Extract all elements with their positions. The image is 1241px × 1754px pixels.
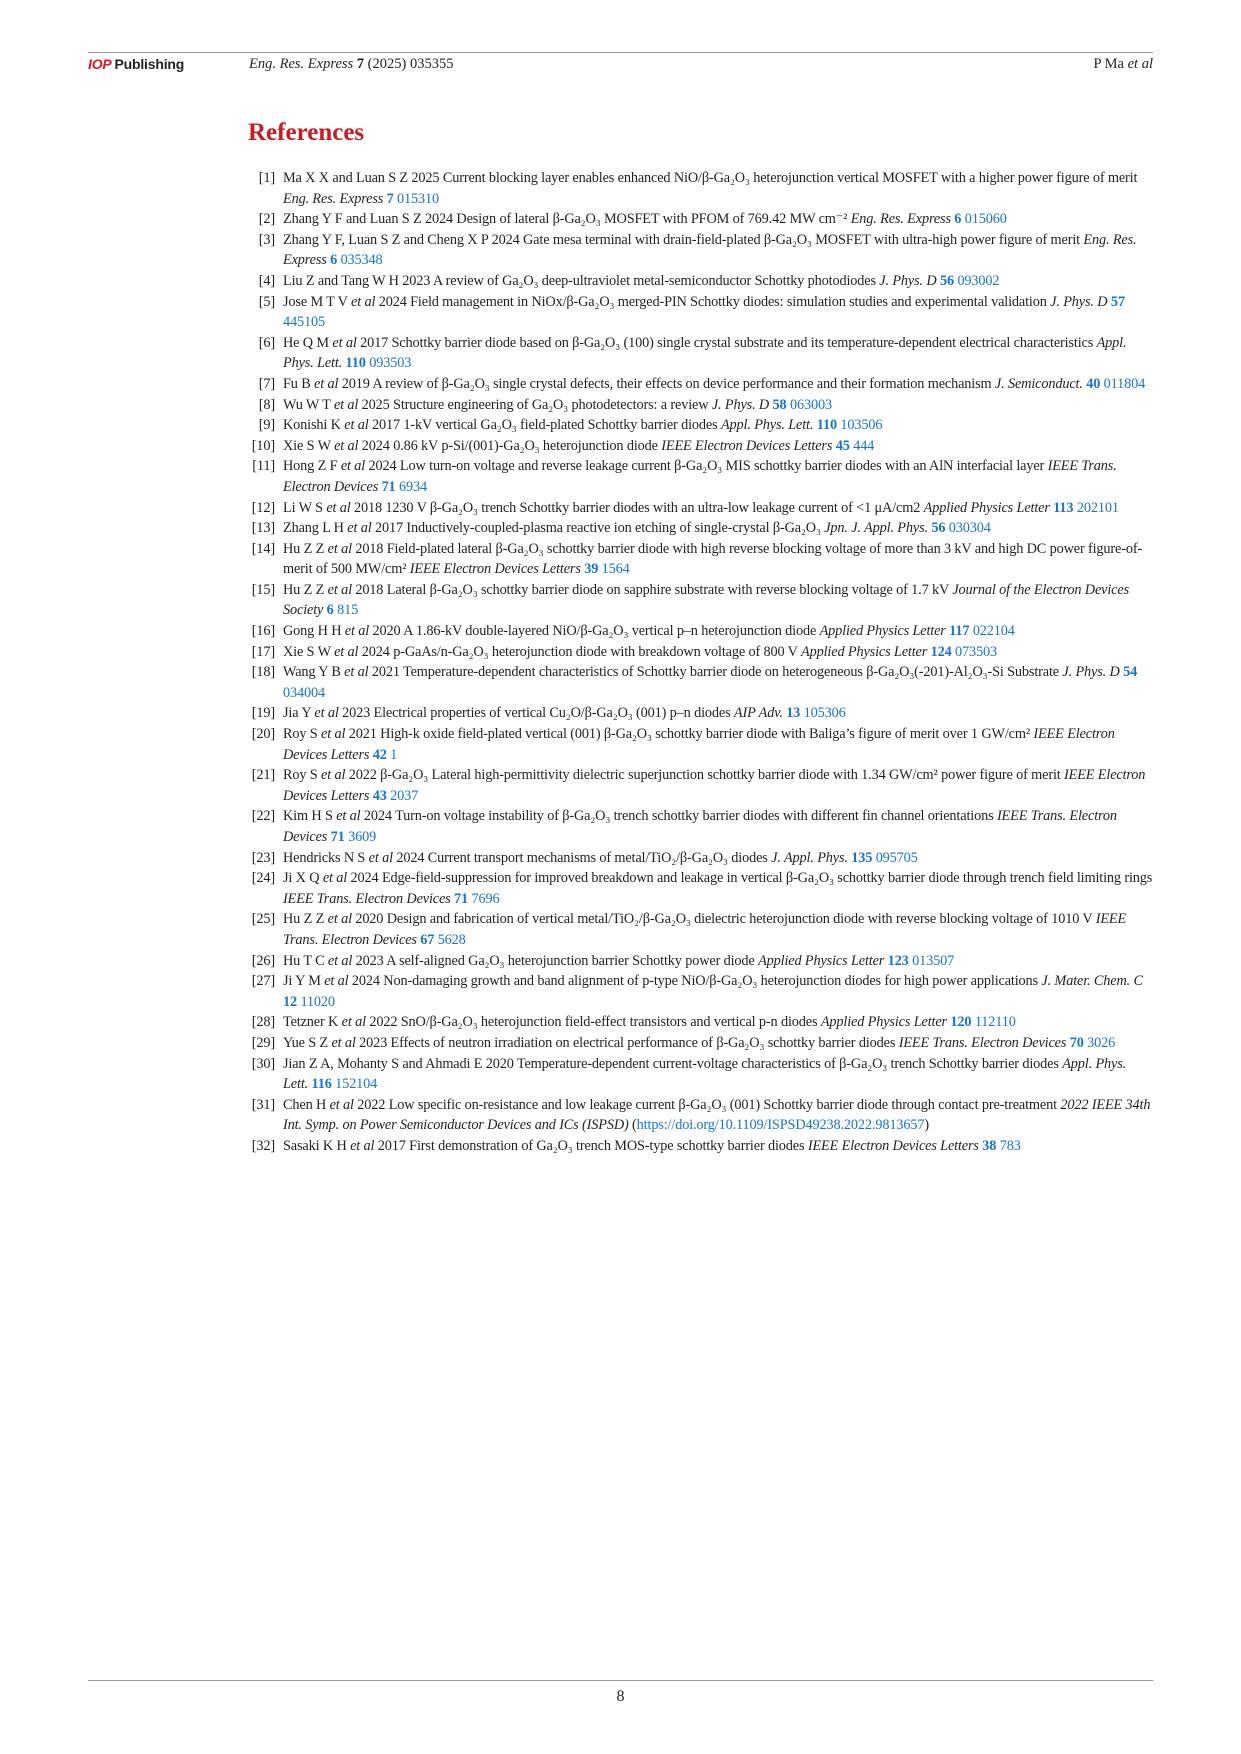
running-header bbox=[88, 56, 1153, 76]
publisher-logo-mark: IOP bbox=[88, 56, 112, 72]
reference-item bbox=[248, 703, 1153, 724]
reference-year-title: 2018 Field-plated lateral β-Ga₂O₃ schottky barrier diode with high reverse blocking voltage of more than 3 kV and high DC power figure-of-merit of 500 MW/cm² bbox=[283, 540, 1143, 578]
reference-volume-link[interactable]: 43 bbox=[372, 787, 387, 804]
reference-etal: et al bbox=[333, 396, 359, 413]
publisher-logo bbox=[88, 56, 184, 72]
reference-page-link[interactable]: 093503 bbox=[369, 355, 412, 372]
reference-volume-link[interactable]: 40 bbox=[1086, 375, 1101, 392]
reference-source: IEEE Trans. Electron Devices bbox=[898, 1034, 1067, 1051]
reference-page-link[interactable]: 022104 bbox=[972, 623, 1015, 640]
reference-text bbox=[283, 868, 1153, 909]
reference-number: [31] bbox=[251, 1096, 275, 1113]
reference-source: Applied Physics Letter bbox=[923, 499, 1050, 516]
reference-number: [27] bbox=[251, 973, 275, 990]
reference-volume-link[interactable]: 123 bbox=[887, 952, 909, 969]
reference-etal: et al bbox=[344, 417, 369, 434]
reference-authors-title: Fu B bbox=[283, 375, 315, 392]
reference-item bbox=[248, 1095, 1153, 1136]
reference-page-link[interactable]: 444 bbox=[853, 437, 875, 454]
reference-text bbox=[283, 642, 1153, 663]
reference-number: [10] bbox=[251, 437, 275, 454]
reference-authors-title: Li W S bbox=[283, 499, 327, 516]
reference-page-link[interactable]: 202101 bbox=[1076, 499, 1119, 516]
reference-authors-title: He Q M bbox=[283, 334, 333, 351]
reference-number: [30] bbox=[251, 1055, 275, 1072]
reference-volume-link[interactable]: 42 bbox=[372, 746, 387, 763]
reference-source: IEEE Electron Devices Letters bbox=[283, 726, 1115, 763]
reference-authors-title: Zhang Y F and Luan S Z 2024 Design of lateral β-Ga₂O₃ MOSFET with PFOM of 769.42 MW cm⁻² bbox=[283, 211, 851, 228]
reference-text bbox=[283, 1054, 1153, 1095]
reference-page-link[interactable]: 015060 bbox=[964, 211, 1007, 228]
reference-etal: et al bbox=[327, 952, 353, 969]
reference-year-title: 2024 p-GaAs/n-Ga₂O₃ heterojunction diode with breakdown voltage of 800 V bbox=[358, 643, 802, 660]
reference-number: [2] bbox=[258, 211, 275, 228]
reference-text bbox=[283, 703, 1153, 724]
reference-volume-link[interactable]: 38 bbox=[982, 1137, 997, 1154]
reference-source: AIP Adv. bbox=[733, 705, 783, 722]
reference-year-title: 2025 Structure engineering of Ga₂O₃ photodetectors: a review bbox=[358, 396, 712, 413]
reference-number: [4] bbox=[258, 272, 275, 289]
reference-item bbox=[248, 456, 1153, 497]
reference-source: Eng. Res. Express bbox=[283, 190, 384, 207]
reference-item bbox=[248, 230, 1153, 271]
reference-source: IEEE Electron Devices Letters bbox=[409, 561, 581, 578]
reference-number: [20] bbox=[251, 726, 275, 743]
reference-etal: et al bbox=[329, 1096, 354, 1113]
reference-year-title: 2018 1230 V β-Ga₂O₃ trench Schottky barrier diodes with an ultra-low leakage current of <1 μA/cm2 bbox=[350, 499, 924, 516]
reference-text bbox=[283, 662, 1153, 703]
reference-volume-link[interactable]: 71 bbox=[381, 478, 396, 495]
reference-volume-link[interactable]: 13 bbox=[786, 705, 801, 722]
reference-item bbox=[248, 806, 1153, 847]
reference-authors-title: Hu Z Z bbox=[283, 581, 328, 598]
reference-year-title: 2024 0.86 kV p-Si/(001)-Ga₂O₃ heterojunction diode bbox=[358, 437, 662, 454]
reference-source: Applied Physics Letter bbox=[758, 952, 885, 969]
reference-volume-link[interactable]: 117 bbox=[949, 623, 970, 640]
reference-text bbox=[283, 724, 1153, 765]
reference-authors-title: Zhang Y F, Luan S Z and Cheng X P 2024 Gate mesa terminal with drain-field-plated β-Ga₂O₃ MOSFET with ultra-high power figure of merit bbox=[283, 231, 1084, 248]
reference-text bbox=[283, 1033, 1153, 1054]
reference-source: Appl. Phys. Lett. bbox=[283, 1055, 1127, 1093]
reference-year-title: 2017 First demonstration of Ga₂O₃ trench MOS-type schottky barrier diodes bbox=[374, 1137, 808, 1154]
header-rule bbox=[88, 52, 1153, 53]
reference-etal: et al bbox=[334, 437, 359, 454]
reference-page-link[interactable]: 445105 bbox=[283, 314, 325, 331]
journal-volume: 7 bbox=[356, 56, 365, 72]
reference-source: IEEE Electron Devices Letters bbox=[283, 767, 1146, 804]
reference-number: [16] bbox=[251, 623, 275, 640]
reference-volume-link[interactable]: 58 bbox=[772, 396, 787, 413]
reference-volume-link[interactable]: 54 bbox=[1123, 664, 1138, 681]
reference-year-title: 2018 Lateral β-Ga₂O₃ schottky barrier diode on sapphire substrate with reverse blocking voltage of 1.7 kV bbox=[351, 581, 953, 598]
reference-etal: et al bbox=[324, 973, 349, 990]
reference-text bbox=[283, 271, 1153, 292]
reference-item bbox=[248, 765, 1153, 806]
reference-authors-title: Xie S W bbox=[283, 643, 335, 660]
reference-text bbox=[283, 580, 1153, 621]
footer-rule bbox=[88, 1680, 1153, 1681]
reference-page-link[interactable]: 112110 bbox=[974, 1014, 1016, 1031]
reference-year-title: 2024 Low turn-on voltage and reverse leakage current β-Ga₂O₃ MIS schottky barrier diodes with an AlN interfacial layer bbox=[365, 458, 1048, 475]
reference-page-link[interactable]: 093002 bbox=[957, 272, 1000, 289]
reference-text bbox=[283, 395, 1153, 416]
journal-title: Eng. Res. Express bbox=[249, 56, 354, 72]
reference-etal: et al bbox=[327, 540, 352, 557]
reference-item bbox=[248, 951, 1153, 972]
reference-item bbox=[248, 971, 1153, 1012]
reference-volume-link[interactable]: 45 bbox=[835, 437, 850, 454]
reference-number: [5] bbox=[258, 293, 275, 310]
reference-authors-title: Hu T C bbox=[283, 952, 328, 969]
reference-page-link[interactable]: 030304 bbox=[948, 520, 991, 537]
reference-number: [23] bbox=[251, 849, 275, 866]
reference-year-title: 2019 A review of β-Ga₂O₃ single crystal defects, their effects on device performance and their formation mechanism bbox=[338, 375, 995, 392]
reference-page-link[interactable]: 7696 bbox=[471, 890, 500, 907]
reference-year-title: 2024 Non-damaging growth and band alignment of p-type NiO/β-Ga₂O₃ heterojunction diodes for high power applications bbox=[348, 973, 1042, 990]
reference-text bbox=[283, 209, 1153, 230]
reference-year-title: 2024 Field management in NiOx/β-Ga₂O₃ merged-PIN Schottky diodes: simulation studies and experimental validation bbox=[375, 293, 1051, 310]
reference-volume-link[interactable]: 39 bbox=[584, 561, 599, 578]
reference-etal: et al bbox=[350, 1137, 375, 1154]
reference-source: Appl. Phys. Lett. bbox=[720, 417, 814, 434]
reference-source: J. Mater. Chem. C bbox=[1041, 973, 1143, 990]
reference-etal: et al bbox=[347, 520, 372, 537]
reference-volume-link[interactable]: 6 bbox=[326, 602, 334, 619]
reference-volume-link[interactable]: 120 bbox=[950, 1014, 972, 1031]
reference-page-link[interactable]: 105306 bbox=[803, 705, 846, 722]
reference-volume-link[interactable]: 12 bbox=[283, 993, 297, 1010]
reference-source: J. Phys. D bbox=[711, 396, 770, 413]
reference-authors-title: Liu Z and Tang W H 2023 A review of Ga₂O₃ deep-ultraviolet metal-semiconductor Schottky photodiodes bbox=[283, 272, 880, 289]
reference-item bbox=[248, 374, 1153, 395]
reference-item bbox=[248, 580, 1153, 621]
reference-authors-title: Sasaki K H bbox=[283, 1137, 351, 1154]
journal-citation bbox=[249, 56, 453, 73]
reference-source: IEEE Trans. Electron Devices bbox=[283, 890, 451, 907]
reference-page-link[interactable]: 1564 bbox=[601, 561, 630, 578]
reference-authors-title: Roy S bbox=[283, 726, 322, 743]
reference-number: [26] bbox=[251, 952, 275, 969]
reference-authors-title: Kim H S bbox=[283, 808, 337, 825]
reference-text bbox=[283, 765, 1153, 806]
reference-page-link[interactable]: 095705 bbox=[875, 849, 918, 866]
reference-authors-title: Ji Y M bbox=[283, 973, 325, 990]
reference-source: J. Phys. D bbox=[879, 272, 937, 289]
reference-authors-title: Hong Z F bbox=[283, 458, 341, 475]
reference-text bbox=[283, 909, 1153, 950]
reference-volume-link[interactable]: 135 bbox=[851, 849, 873, 866]
reference-number: [6] bbox=[258, 334, 275, 351]
running-authors bbox=[1094, 56, 1153, 73]
reference-volume-link[interactable]: 113 bbox=[1053, 499, 1074, 516]
reference-page-link[interactable]: 1 bbox=[390, 746, 398, 763]
reference-source: Applied Physics Letter bbox=[801, 643, 928, 660]
reference-volume-link[interactable]: 110 bbox=[816, 417, 837, 434]
reference-year-title: 2021 High-k oxide field-plated vertical (001) β-Ga₂O₃ schottky barrier diode with Baliga’s figure of merit over 1 GW/cm² bbox=[345, 726, 1034, 743]
reference-year-title: 2022 Low specific on-resistance and low leakage current β-Ga₂O₃ (001) Schottky barrier diode through contact pre-treatment bbox=[353, 1096, 1061, 1113]
reference-number: [15] bbox=[251, 581, 275, 598]
reference-source: 2022 IEEE 34th Int. Symp. on Power Semiconductor Devices and ICs (ISPSD) bbox=[283, 1096, 1151, 1134]
reference-item bbox=[248, 518, 1153, 539]
reference-authors-title: Hu Z Z bbox=[283, 911, 328, 928]
reference-etal: et al bbox=[332, 334, 357, 351]
reference-page-link[interactable]: 6934 bbox=[399, 478, 427, 495]
reference-text bbox=[283, 456, 1153, 497]
reference-volume-link[interactable]: 56 bbox=[931, 520, 946, 537]
reference-number: [1] bbox=[258, 170, 275, 186]
reference-number: [18] bbox=[251, 664, 275, 681]
reference-year-title: 2020 Design and fabrication of vertical metal/TiO₂/β-Ga₂O₃ dielectric heterojunction diode with reverse blocking voltage of 1010 V bbox=[351, 911, 1096, 928]
reference-text bbox=[283, 1012, 1153, 1033]
reference-authors-title: Wang Y B bbox=[283, 664, 345, 681]
reference-etal: et al bbox=[334, 643, 359, 660]
reference-etal: et al bbox=[321, 767, 346, 784]
reference-authors-title: Tetzner K bbox=[283, 1014, 342, 1031]
reference-year-title: 2024 Turn-on voltage instability of β-Ga₂O₃ trench schottky barrier diodes with different fin channel orientations bbox=[360, 808, 997, 825]
reference-authors-title: Zhang L H bbox=[283, 520, 348, 537]
reference-volume-link[interactable]: 110 bbox=[345, 355, 366, 372]
reference-year-title: 2024 Edge-field-suppression for improved breakdown and leakage in vertical β-Ga₂O₃ schottky barrier diode through trench field limiting rings bbox=[347, 870, 1153, 887]
reference-page-link[interactable]: 783 bbox=[999, 1137, 1021, 1154]
reference-item bbox=[248, 848, 1153, 869]
reference-source: IEEE Trans. Electron Devices bbox=[283, 458, 1117, 495]
reference-list bbox=[248, 168, 1153, 1157]
reference-authors-title: Hu Z Z bbox=[283, 540, 328, 557]
reference-number: [28] bbox=[251, 1014, 275, 1031]
reference-page-link[interactable]: 152104 bbox=[335, 1076, 378, 1093]
reference-page-link[interactable]: 11020 bbox=[300, 993, 335, 1010]
reference-authors-title: Wu W T bbox=[283, 396, 334, 413]
reference-source: Jpn. J. Appl. Phys. bbox=[824, 520, 928, 537]
reference-year-title: 2024 Current transport mechanisms of metal/TiO₂/β-Ga₂O₃ diodes bbox=[392, 849, 772, 866]
reference-authors-title: Konishi K bbox=[283, 417, 345, 434]
reference-text bbox=[283, 292, 1153, 333]
reference-item bbox=[248, 1136, 1153, 1157]
reference-volume-link[interactable]: 6 bbox=[330, 252, 338, 269]
reference-etal: et al bbox=[326, 499, 351, 516]
reference-page-link[interactable]: 035348 bbox=[340, 252, 383, 269]
reference-text: Chen H et al 2022 Low specific on-resistance and low leakage current β-Ga₂O₃ (001) Schottky barrier diode through contact pre-treatment 2022 IEEE 34th Int. Symp. on Power Semiconductor Devices and ICs (ISPSD) (https://doi.org/10.1109/ISPSD49238.2022.9813657) bbox=[283, 1096, 1151, 1134]
reference-item bbox=[248, 415, 1153, 436]
journal-issue: (2025) 035355 bbox=[367, 56, 454, 72]
reference-page-link[interactable]: 2037 bbox=[390, 787, 419, 804]
reference-number: [3] bbox=[258, 231, 275, 248]
reference-etal: et al bbox=[344, 623, 370, 640]
reference-page-link[interactable]: 3609 bbox=[348, 829, 377, 845]
reference-source: IEEE Trans. Electron Devices bbox=[283, 911, 1127, 948]
reference-etal: et al bbox=[322, 870, 348, 887]
reference-authors-title: Roy S bbox=[283, 767, 322, 784]
reference-source: IEEE Trans. Electron Devices bbox=[283, 808, 1117, 845]
reference-authors-title: Jia Y bbox=[283, 705, 315, 722]
reference-text bbox=[283, 539, 1153, 580]
reference-page-link[interactable]: 3026 bbox=[1087, 1034, 1116, 1051]
reference-item bbox=[248, 292, 1153, 333]
reference-number: [14] bbox=[251, 540, 275, 557]
reference-item bbox=[248, 271, 1153, 292]
publisher-logo-text: Publishing bbox=[114, 56, 185, 72]
reference-number: [13] bbox=[251, 520, 275, 537]
reference-etal: et al bbox=[321, 726, 346, 743]
reference-volume-link[interactable]: 70 bbox=[1069, 1034, 1084, 1051]
reference-item bbox=[248, 621, 1153, 642]
reference-item bbox=[248, 662, 1153, 703]
reference-year-title: 2017 1-kV vertical Ga₂O₃ field-plated Schottky barrier diodes bbox=[368, 417, 721, 434]
reference-item bbox=[248, 539, 1153, 580]
reference-page-link[interactable]: 103506 bbox=[840, 417, 883, 434]
reference-source: J. Semiconduct. bbox=[994, 375, 1083, 392]
reference-item bbox=[248, 498, 1153, 519]
reference-number: [24] bbox=[251, 870, 275, 887]
reference-authors-title: Chen H bbox=[283, 1096, 330, 1113]
reference-text bbox=[283, 374, 1153, 395]
reference-number: [25] bbox=[251, 911, 275, 928]
reference-text bbox=[283, 168, 1153, 209]
reference-etal: et al bbox=[314, 705, 339, 722]
reference-number: [9] bbox=[258, 417, 275, 434]
reference-etal: et al bbox=[314, 375, 339, 392]
reference-source: Applied Physics Letter bbox=[819, 623, 946, 640]
reference-source: Journal of the Electron Devices Society bbox=[283, 581, 1129, 619]
reference-page-link[interactable]: 013507 bbox=[912, 952, 955, 969]
reference-number: [29] bbox=[251, 1034, 275, 1051]
reference-authors-title: Xie S W bbox=[283, 437, 335, 454]
author-etal: et al bbox=[1127, 56, 1153, 72]
reference-volume-link[interactable]: 6 bbox=[954, 211, 962, 228]
reference-authors-title: Ji X Q bbox=[283, 870, 323, 887]
reference-text bbox=[283, 518, 1153, 539]
reference-item bbox=[248, 168, 1153, 209]
reference-authors-title: Jose M T V bbox=[283, 293, 352, 310]
reference-year-title: 2017 Schottky barrier diode based on β-Ga₂O₃ (100) single crystal substrate and its temperature-dependent electrical characteristics bbox=[356, 334, 1097, 351]
reference-year-title: 2021 Temperature-dependent characteristics of Schottky barrier diode on heterogeneous β-Ga₂O₃(-201)-Al₂O₃-Si Substrate bbox=[368, 664, 1063, 681]
reference-year-title: 2020 A 1.86-kV double-layered NiO/β-Ga₂O₃ vertical p–n heterojunction diode bbox=[369, 623, 820, 640]
page-number: 8 bbox=[616, 1688, 625, 1705]
reference-text bbox=[283, 848, 1153, 869]
reference-etal: et al bbox=[336, 808, 361, 825]
reference-item bbox=[248, 1012, 1153, 1033]
reference-volume-link[interactable]: 67 bbox=[420, 931, 435, 948]
reference-text bbox=[283, 806, 1153, 847]
reference-etal: et al bbox=[344, 664, 369, 681]
reference-text bbox=[283, 951, 1153, 972]
reference-text bbox=[283, 333, 1153, 374]
reference-year-title: 2022 β-Ga₂O₃ Lateral high-permittivity dielectric superjunction schottky barrier diode with 1.34 GW/cm² power figure of merit bbox=[345, 767, 1065, 784]
section-title: References bbox=[248, 119, 365, 146]
reference-authors-title: Jian Z A, Mohanty S and Ahmadi E 2020 Temperature-dependent current-voltage characteristics of β-Ga₂O₃ trench Schottky barrier diodes bbox=[283, 1055, 1063, 1072]
reference-page-link[interactable]: 5628 bbox=[437, 931, 466, 948]
reference-source: J. Phys. D bbox=[1050, 293, 1108, 310]
reference-item bbox=[248, 436, 1153, 457]
reference-page-link[interactable]: 015310 bbox=[397, 190, 440, 207]
reference-page-link[interactable]: 815 bbox=[337, 602, 359, 619]
reference-etal: et al bbox=[327, 581, 352, 598]
reference-etal: et al bbox=[351, 293, 376, 310]
reference-source: IEEE Electron Devices Letters bbox=[661, 437, 833, 454]
reference-authors-title: Hendricks N S bbox=[283, 849, 369, 866]
reference-item bbox=[248, 909, 1153, 950]
reference-volume-link[interactable]: 57 bbox=[1110, 293, 1125, 310]
reference-source: Applied Physics Letter bbox=[820, 1014, 947, 1031]
reference-year-title: 2023 Electrical properties of vertical Cu₂O/β-Ga₂O₃ (001) p–n diodes bbox=[338, 705, 734, 722]
author-name: P Ma bbox=[1093, 56, 1124, 72]
reference-etal: et al bbox=[340, 458, 366, 475]
reference-page-link[interactable]: 063003 bbox=[789, 396, 832, 413]
reference-item bbox=[248, 1054, 1153, 1095]
reference-text bbox=[283, 971, 1153, 1012]
reference-volume-link[interactable]: 71 bbox=[330, 829, 345, 845]
reference-number: [19] bbox=[251, 705, 275, 722]
reference-number: [22] bbox=[251, 808, 275, 825]
reference-number: [17] bbox=[251, 643, 275, 660]
reference-volume-link[interactable]: 71 bbox=[454, 890, 469, 907]
reference-year-title: 2023 A self-aligned Ga₂O₃ heterojunction barrier Schottky power diode bbox=[352, 952, 759, 969]
reference-authors-title: Yue S Z bbox=[283, 1034, 332, 1051]
reference-number: [7] bbox=[258, 375, 275, 392]
reference-item bbox=[248, 868, 1153, 909]
reference-source: Appl. Phys. Lett. bbox=[283, 334, 1127, 372]
reference-etal: et al bbox=[331, 1034, 356, 1051]
reference-text bbox=[283, 498, 1153, 519]
reference-number: [32] bbox=[251, 1137, 275, 1154]
reference-item bbox=[248, 333, 1153, 374]
reference-page-link[interactable]: 034004 bbox=[283, 684, 325, 701]
reference-etal: et al bbox=[327, 911, 352, 928]
reference-authors-title: Gong H H bbox=[283, 623, 345, 640]
reference-text bbox=[283, 436, 1153, 457]
reference-text bbox=[283, 230, 1153, 271]
reference-item bbox=[248, 642, 1153, 663]
reference-text bbox=[283, 415, 1153, 436]
reference-number: [8] bbox=[258, 396, 275, 413]
reference-number: [11] bbox=[252, 458, 275, 475]
reference-volume-link[interactable]: 124 bbox=[930, 643, 952, 660]
reference-source: J. Phys. D bbox=[1062, 664, 1120, 681]
reference-item bbox=[248, 209, 1153, 230]
reference-number: [21] bbox=[251, 767, 275, 784]
reference-source: J. Appl. Phys. bbox=[771, 849, 848, 866]
reference-source: Eng. Res. Express bbox=[283, 231, 1137, 269]
reference-year-title: 2017 Inductively-coupled-plasma reactive ion etching of single-crystal β-Ga₂O₃ bbox=[371, 520, 825, 537]
reference-page-link[interactable]: 011804 bbox=[1103, 375, 1146, 392]
reference-year-title: 2023 Effects of neutron irradiation on electrical performance of β-Ga₂O₃ schottky barrier diodes bbox=[355, 1034, 899, 1051]
reference-item bbox=[248, 395, 1153, 416]
reference-volume-link[interactable]: 7 bbox=[386, 190, 394, 207]
reference-text bbox=[283, 621, 1153, 642]
reference-source: IEEE Electron Devices Letters bbox=[807, 1137, 979, 1154]
reference-text bbox=[283, 1136, 1153, 1157]
reference-year-title: 2022 SnO/β-Ga₂O₃ heterojunction field-effect transistors and vertical p-n diodes bbox=[365, 1014, 821, 1031]
reference-volume-link[interactable]: 116 bbox=[311, 1076, 332, 1093]
reference-item bbox=[248, 1033, 1153, 1054]
reference-number: [12] bbox=[251, 499, 275, 516]
reference-item bbox=[248, 724, 1153, 765]
reference-volume-link[interactable]: 56 bbox=[940, 272, 954, 289]
reference-page-link[interactable]: 073503 bbox=[955, 643, 998, 660]
reference-etal: et al bbox=[341, 1014, 366, 1031]
reference-authors-title: Ma X X and Luan S Z 2025 Current blocking layer enables enhanced NiO/β-Ga₂O₃ heterojunction vertical MOSFET with a higher power figure of merit bbox=[283, 170, 1138, 186]
reference-etal: et al bbox=[368, 849, 393, 866]
reference-doi-link[interactable]: https://doi.org/10.1109/ISPSD49238.2022.9813657 bbox=[636, 1117, 925, 1134]
reference-source: Eng. Res. Express bbox=[850, 211, 951, 228]
